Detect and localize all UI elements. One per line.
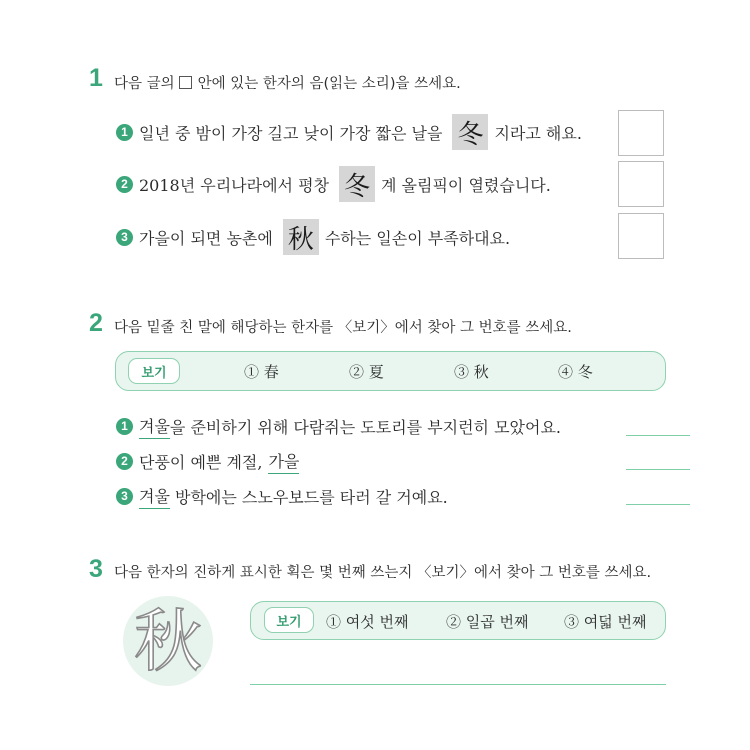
q1-item-3 — [116, 219, 510, 255]
bogi-option-3: ③ 여덟 번째 — [564, 613, 647, 631]
q2-item-3 — [116, 484, 448, 508]
question-1-instruction — [114, 72, 461, 93]
item-text-post: 계 올림픽이 열렸습니다. — [381, 175, 551, 195]
q1-item-1 — [116, 114, 582, 150]
square-symbol-icon — [179, 76, 192, 89]
bogi-option-2: ② 夏 — [349, 363, 384, 381]
item-badge: 3 — [116, 229, 133, 246]
item-badge: 1 — [116, 124, 133, 141]
item-badge: 2 — [116, 176, 133, 193]
answer-box-3[interactable] — [618, 213, 664, 259]
answer-line-2[interactable] — [626, 469, 690, 470]
q1-item-2 — [116, 166, 551, 202]
bogi-option-1: ① 春 — [244, 363, 279, 381]
item-badge: 1 — [116, 418, 133, 435]
answer-line-1[interactable] — [626, 435, 690, 436]
item-text-post: 방학에는 스노우보드를 타러 갈 거예요. — [169, 487, 448, 507]
answer-box-2[interactable] — [618, 161, 664, 207]
question-2-instruction: 다음 밑줄 친 말에 해당하는 한자를 〈보기〉에서 찾아 그 번호를 쓰세요. — [114, 320, 572, 336]
answer-line-3[interactable] — [626, 504, 690, 505]
item-text-post: 을 준비하기 위해 다람쥐는 도토리를 부지런히 모았어요. — [169, 417, 562, 437]
underlined-word: 겨울 — [139, 484, 170, 509]
hanja-highlight: 秋 — [283, 219, 319, 255]
bogi-option-1: ① 여섯 번째 — [326, 613, 409, 631]
answer-box-1[interactable] — [618, 110, 664, 156]
underlined-word: 겨울 — [139, 414, 170, 439]
item-text-pre: 단풍이 예쁜 계절, — [139, 452, 263, 472]
q2-item-2 — [116, 449, 299, 473]
question-3-number: 3 — [89, 555, 103, 583]
item-badge: 2 — [116, 453, 133, 470]
item-text-pre: 2018년 우리나라에서 평창 — [139, 175, 329, 195]
hanja-highlight: 冬 — [452, 114, 488, 150]
q2-item-1 — [116, 414, 561, 438]
underlined-word: 가을 — [268, 449, 299, 474]
question-3-instruction: 다음 한자의 진하게 표시한 획은 몇 번째 쓰는지 〈보기〉에서 찾아 그 번호를 쓰세요. — [114, 565, 652, 581]
hanja-character: 秋 — [133, 603, 203, 682]
question-1-number: 1 — [89, 64, 103, 92]
bogi-label: 보기 — [264, 607, 314, 633]
answer-line-q3[interactable] — [250, 684, 666, 685]
instruction-pre: 다음 글의 — [114, 76, 175, 92]
bogi-option-2: ② 일곱 번째 — [446, 613, 529, 631]
question-2-number: 2 — [89, 309, 103, 337]
hanja-stroke-figure — [123, 596, 213, 686]
instruction-post: 안에 있는 한자의 음(읽는 소리)을 쓰세요. — [197, 76, 461, 92]
bogi-option-4: ④ 冬 — [558, 363, 593, 381]
item-badge: 3 — [116, 488, 133, 505]
hanja-stroke-svg — [125, 598, 211, 684]
item-text-post: 수하는 일손이 부족하대요. — [324, 228, 511, 248]
bogi-label: 보기 — [128, 358, 180, 384]
hanja-highlight: 冬 — [339, 166, 375, 202]
item-text-pre: 가을이 되면 농촌에 — [139, 228, 273, 248]
bogi-option-3: ③ 秋 — [454, 363, 489, 381]
item-text-pre: 일년 중 밤이 가장 길고 낮이 가장 짧은 날을 — [139, 123, 443, 143]
item-text-post: 지라고 해요. — [494, 123, 582, 143]
